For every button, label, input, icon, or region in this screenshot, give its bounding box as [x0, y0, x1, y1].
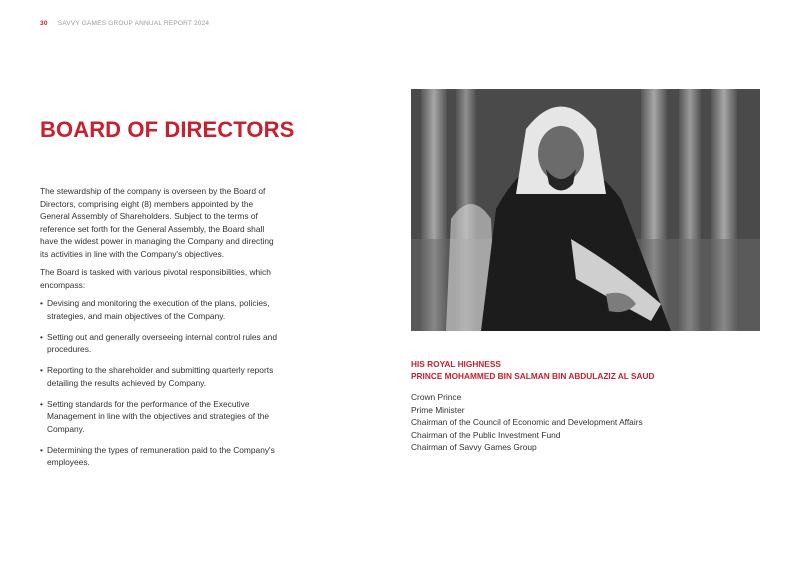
role-item: Prime Minister — [411, 404, 465, 415]
page-header — [40, 20, 209, 27]
director-photo — [411, 89, 760, 331]
page-number: 30 — [40, 20, 48, 27]
list-item: • Determining the types of remuneration paid to the Company's employees. — [40, 444, 280, 469]
responsibilities-list — [40, 297, 280, 469]
intro-paragraph: The stewardship of the company is overseen by the Board of Directors, comprising eight (8) members appointed by the General Assembly of Shareholders. Subject to the terms of reference set forth for the General Assembly, the Board shall have the widest power in managing the Company and directing its activities in line with the Company's objectives. — [40, 186, 274, 259]
intro-text — [40, 185, 280, 477]
role-item: Chairman of the Council of Economic and Development Affairs — [411, 417, 643, 427]
role-item: Crown Prince — [411, 392, 462, 402]
director-honorific: HIS ROYAL HIGHNESS — [411, 359, 501, 369]
intro-paragraph: The Board is tasked with various pivotal responsibilities, which encompass: — [40, 267, 271, 290]
director-name: PRINCE MOHAMMED BIN SALMAN BIN ABDULAZIZ AL SAUD — [411, 371, 655, 381]
page-title: BOARD OF DIRECTORS — [40, 117, 295, 142]
portrait-image — [411, 89, 760, 331]
list-item: • Setting out and generally overseeing internal control rules and procedures. — [40, 331, 280, 356]
list-item: • Setting standards for the performance of the Executive Management in line with the objectives and strategies of the Company. — [40, 398, 280, 436]
role-item: Chairman of Savvy Games Group — [411, 442, 537, 452]
director-roles — [411, 391, 643, 454]
list-item: • Reporting to the shareholder and submitting quarterly reports detailing the results achieved by Company. — [40, 364, 280, 389]
list-item: • Devising and monitoring the execution of the plans, policies, strategies, and main objectives of the Company. — [40, 297, 280, 322]
director-name-block — [411, 358, 655, 382]
role-item: Chairman of the Public Investment Fund — [411, 429, 561, 440]
running-title: SAVVY GAMES GROUP ANNUAL REPORT 2024 — [57, 20, 210, 27]
